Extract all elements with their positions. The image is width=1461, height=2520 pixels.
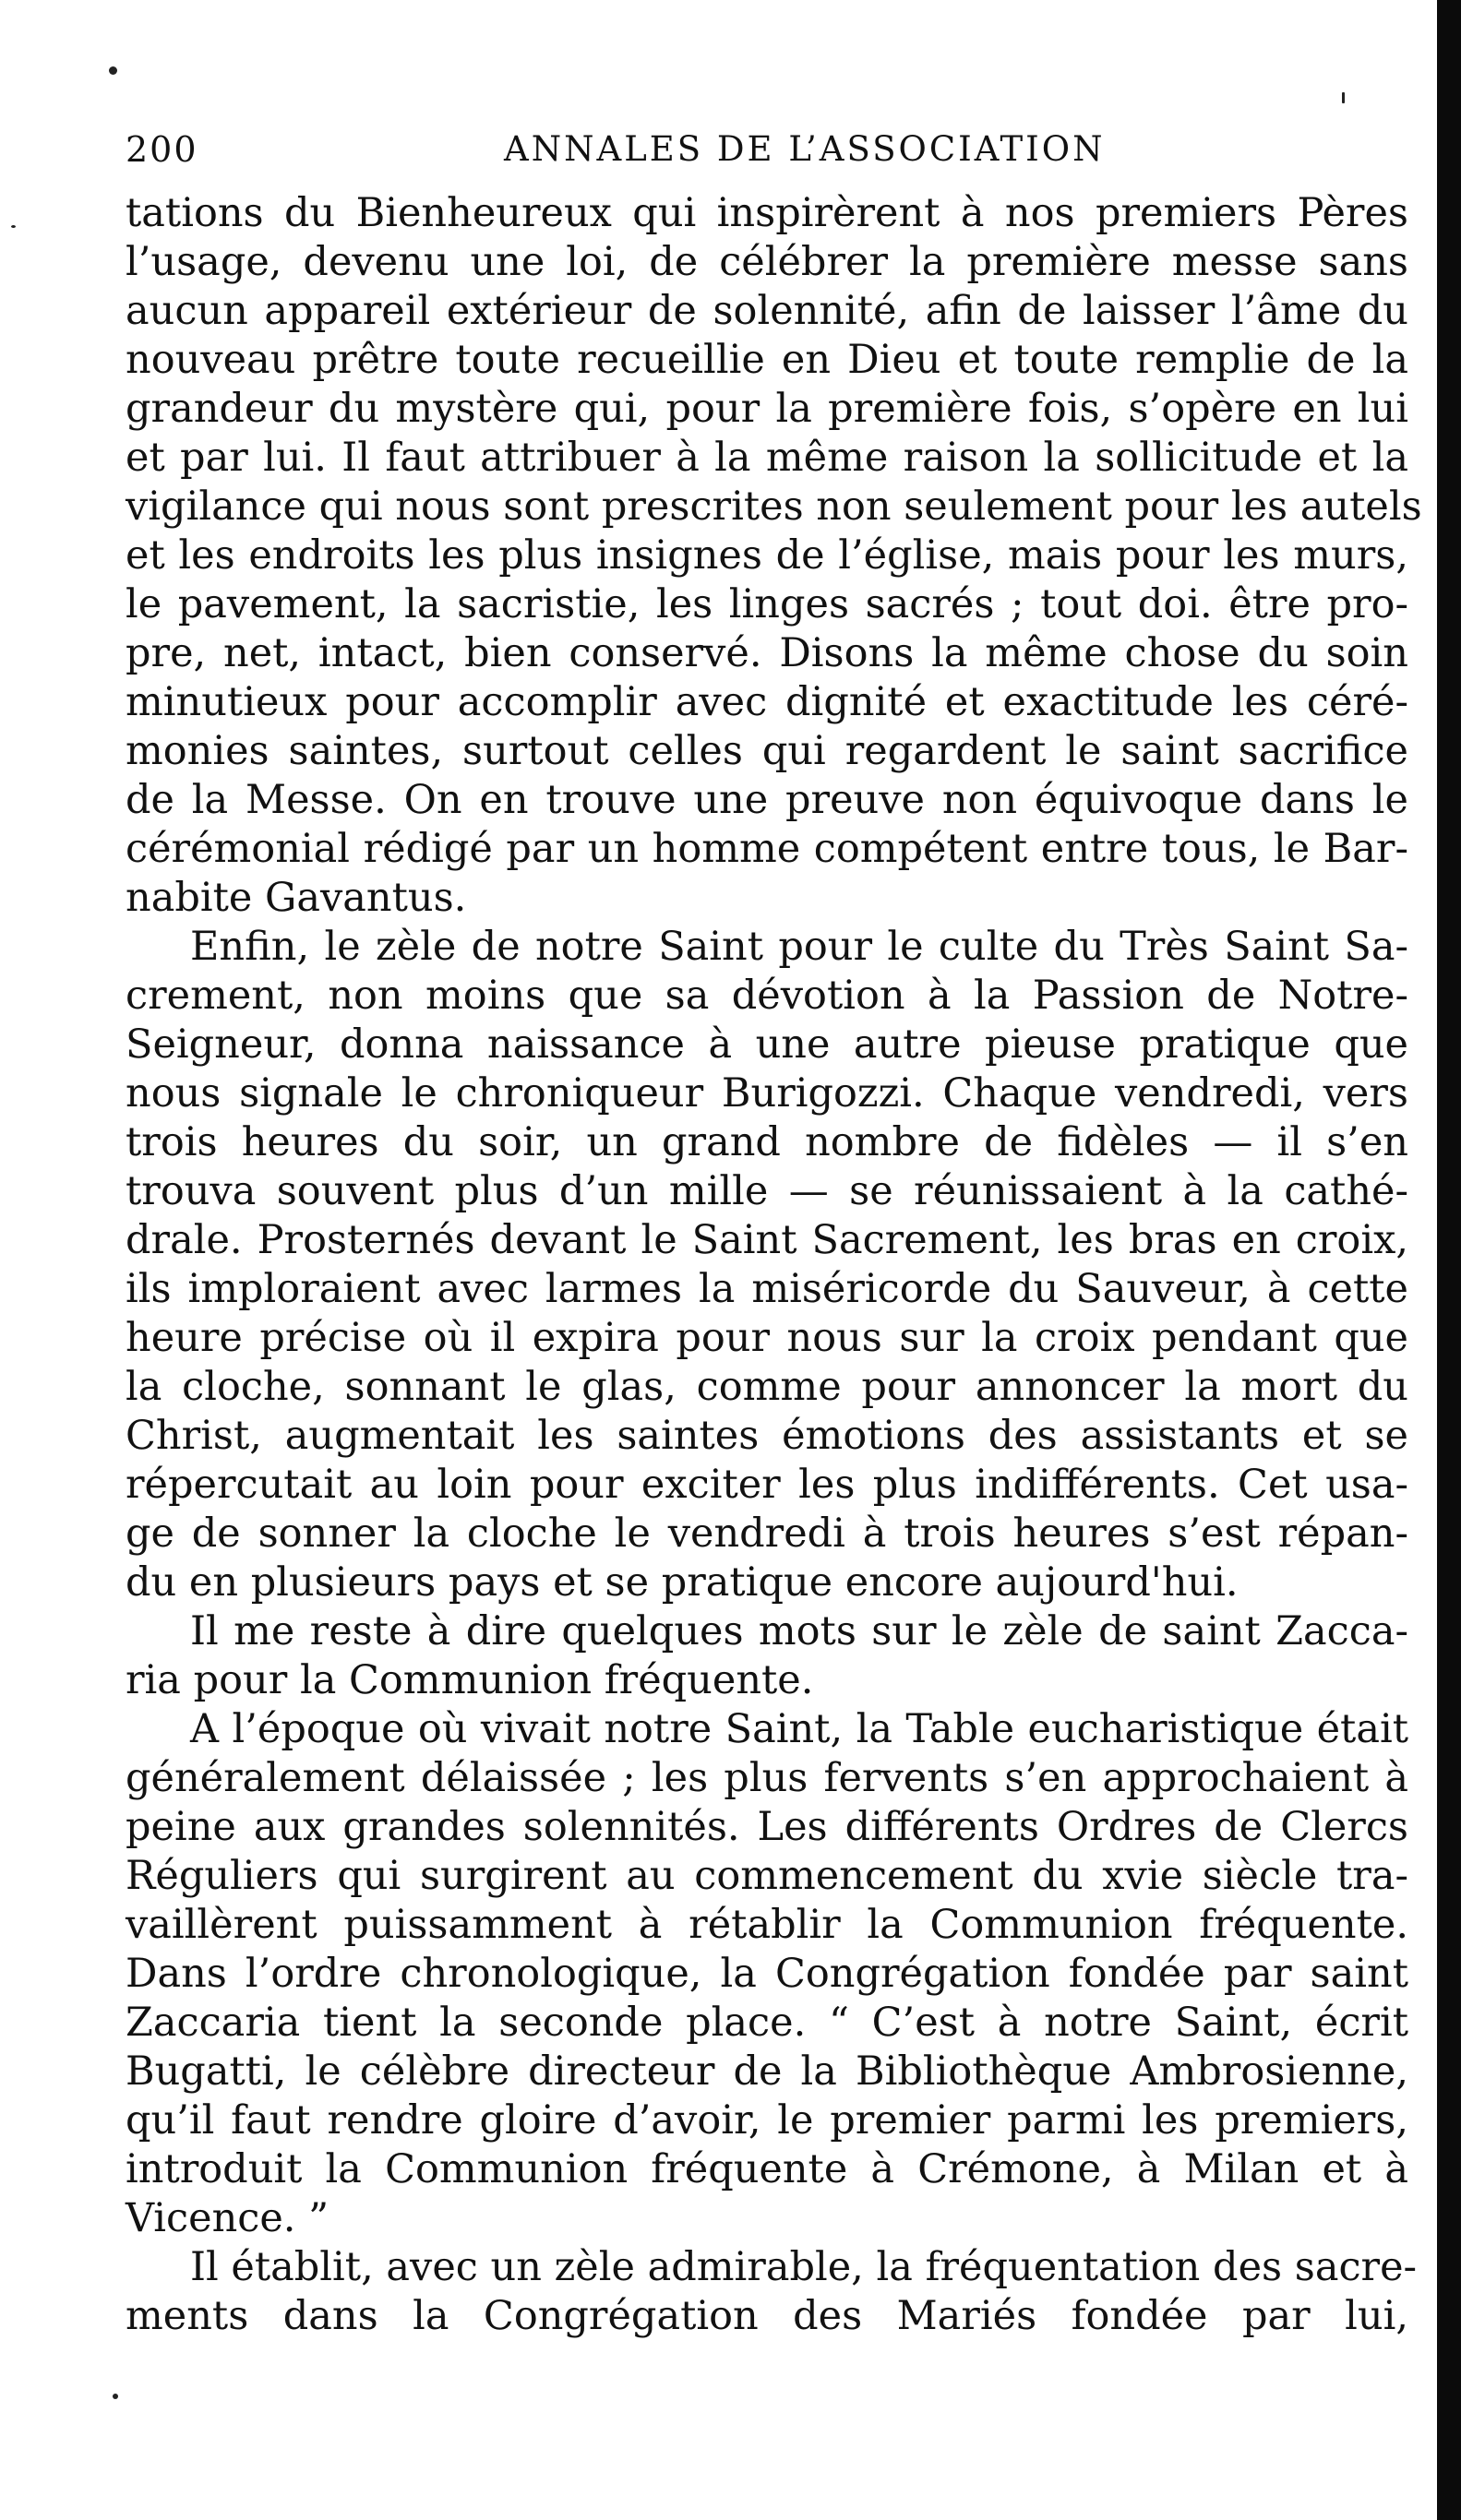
text-line: nabite Gavantus. — [126, 875, 467, 921]
text-line: introduit la Communion fréquente à Crémone, à Milan et à — [126, 2146, 1408, 2192]
text-line: du en plusieurs pays et se pratique encore aujourd'hui. — [126, 1559, 1239, 1606]
text-line: Vicence. ” — [126, 2195, 329, 2241]
text-line: cérémonial rédigé par un homme compétent entre tous, le Bar- — [126, 826, 1408, 872]
body-text — [126, 189, 1422, 2341]
text-line: et par lui. Il faut attribuer à la même raison la sollicitude et la — [126, 435, 1408, 481]
text-line: ments dans la Congrégation des Mariés fondée par lui, — [126, 2293, 1408, 2339]
text-line: tations du Bienheureux qui inspirèrent à nos premiers Pères — [126, 190, 1408, 236]
text-line: crement, non moins que sa dévotion à la Passion de Notre- — [126, 973, 1408, 1019]
scan-border — [1437, 0, 1461, 2520]
text-line: ils imploraient avec larmes la miséricorde du Sauveur, à cette — [126, 1266, 1408, 1312]
text-line: pre, net, intact, bien conservé. Disons la même chose du soin — [126, 630, 1408, 676]
text-line: ria pour la Communion fréquente. — [126, 1657, 814, 1703]
text-line: nouveau prêtre toute recueillie en Dieu et toute remplie de la — [126, 337, 1408, 383]
text-line: peine aux grandes solennités. Les différents Ordres de Clercs — [126, 1804, 1408, 1850]
text-line: trouva souvent plus d’un mille — se réunissaient à la cathé- — [126, 1168, 1408, 1214]
text-line: Seigneur, donna naissance à une autre pieuse pratique que — [126, 1021, 1408, 1068]
text-line: l’usage, devenu une loi, de célébrer la première messe sans — [126, 239, 1408, 285]
scan-speck — [11, 225, 16, 228]
text-line: qu’il faut rendre gloire d’avoir, le premier parmi les premiers, — [126, 2097, 1408, 2144]
scan-speck — [1342, 92, 1345, 103]
text-line: Christ, augmentait les saintes émotions des assistants et se — [126, 1413, 1408, 1459]
text-line: monies saintes, surtout celles qui regardent le saint sacrifice — [126, 728, 1408, 774]
text-line: Réguliers qui surgirent au commencement du xvie siècle tra- — [126, 1853, 1408, 1899]
text-line: drale. Prosternés devant le Saint Sacrement, les bras en croix, — [126, 1217, 1408, 1263]
text-line: de la Messe. On en trouve une preuve non équivoque dans le — [126, 777, 1408, 823]
page-number: 200 — [126, 129, 198, 170]
text-line: Dans l’ordre chronologique, la Congrégation fondée par saint — [126, 1951, 1408, 1997]
running-head: ANNALES DE L’ASSOCIATION — [504, 129, 1106, 169]
text-line: Bugatti, le célèbre directeur de la Bibliothèque Ambrosienne, — [126, 2048, 1408, 2095]
text-line: vaillèrent puissamment à rétablir la Communion fréquente. — [126, 1902, 1408, 1948]
text-line: grandeur du mystère qui, pour la première fois, s’opère en lui — [126, 386, 1408, 432]
text-line: vigilance qui nous sont prescrites non seulement pour les autels — [126, 484, 1422, 530]
text-line: Il établit, avec un zèle admirable, la fréquentation des sacre- — [190, 2244, 1418, 2290]
text-line: trois heures du soir, un grand nombre de fidèles — il s’en — [126, 1119, 1408, 1165]
text-line: aucun appareil extérieur de solennité, afin de laisser l’âme du — [126, 288, 1408, 334]
text-line: répercutait au loin pour exciter les plus indifférents. Cet usa- — [126, 1462, 1408, 1508]
text-line: Il me reste à dire quelques mots sur le zèle de saint Zacca- — [190, 1608, 1408, 1654]
text-line: ge de sonner la cloche le vendredi à trois heures s’est répan- — [126, 1511, 1408, 1557]
text-line: Zaccaria tient la seconde place. “ C’est à notre Saint, écrit — [126, 2000, 1408, 2046]
text-line: A l’époque où vivait notre Saint, la Table eucharistique était — [190, 1706, 1408, 1752]
text-line: heure précise où il expira pour nous sur la croix pendant que — [126, 1315, 1408, 1361]
text-line: la cloche, sonnant le glas, comme pour annoncer la mort du — [126, 1364, 1408, 1410]
text-line: minutieux pour accomplir avec dignité et exactitude les céré- — [126, 679, 1408, 725]
scan-speck — [113, 2394, 118, 2399]
text-line: le pavement, la sacristie, les linges sacrés ; tout doi. être pro- — [126, 581, 1408, 627]
text-line: et les endroits les plus insignes de l’église, mais pour les murs, — [126, 532, 1408, 579]
text-line: généralement délaissée ; les plus fervents s’en approchaient à — [126, 1755, 1408, 1801]
text-line: Enfin, le zèle de notre Saint pour le culte du Très Saint Sa- — [190, 924, 1408, 970]
page-header — [126, 122, 1427, 177]
scan-speck — [109, 66, 117, 75]
text-line: nous signale le chroniqueur Burigozzi. Chaque vendredi, vers — [126, 1070, 1408, 1117]
